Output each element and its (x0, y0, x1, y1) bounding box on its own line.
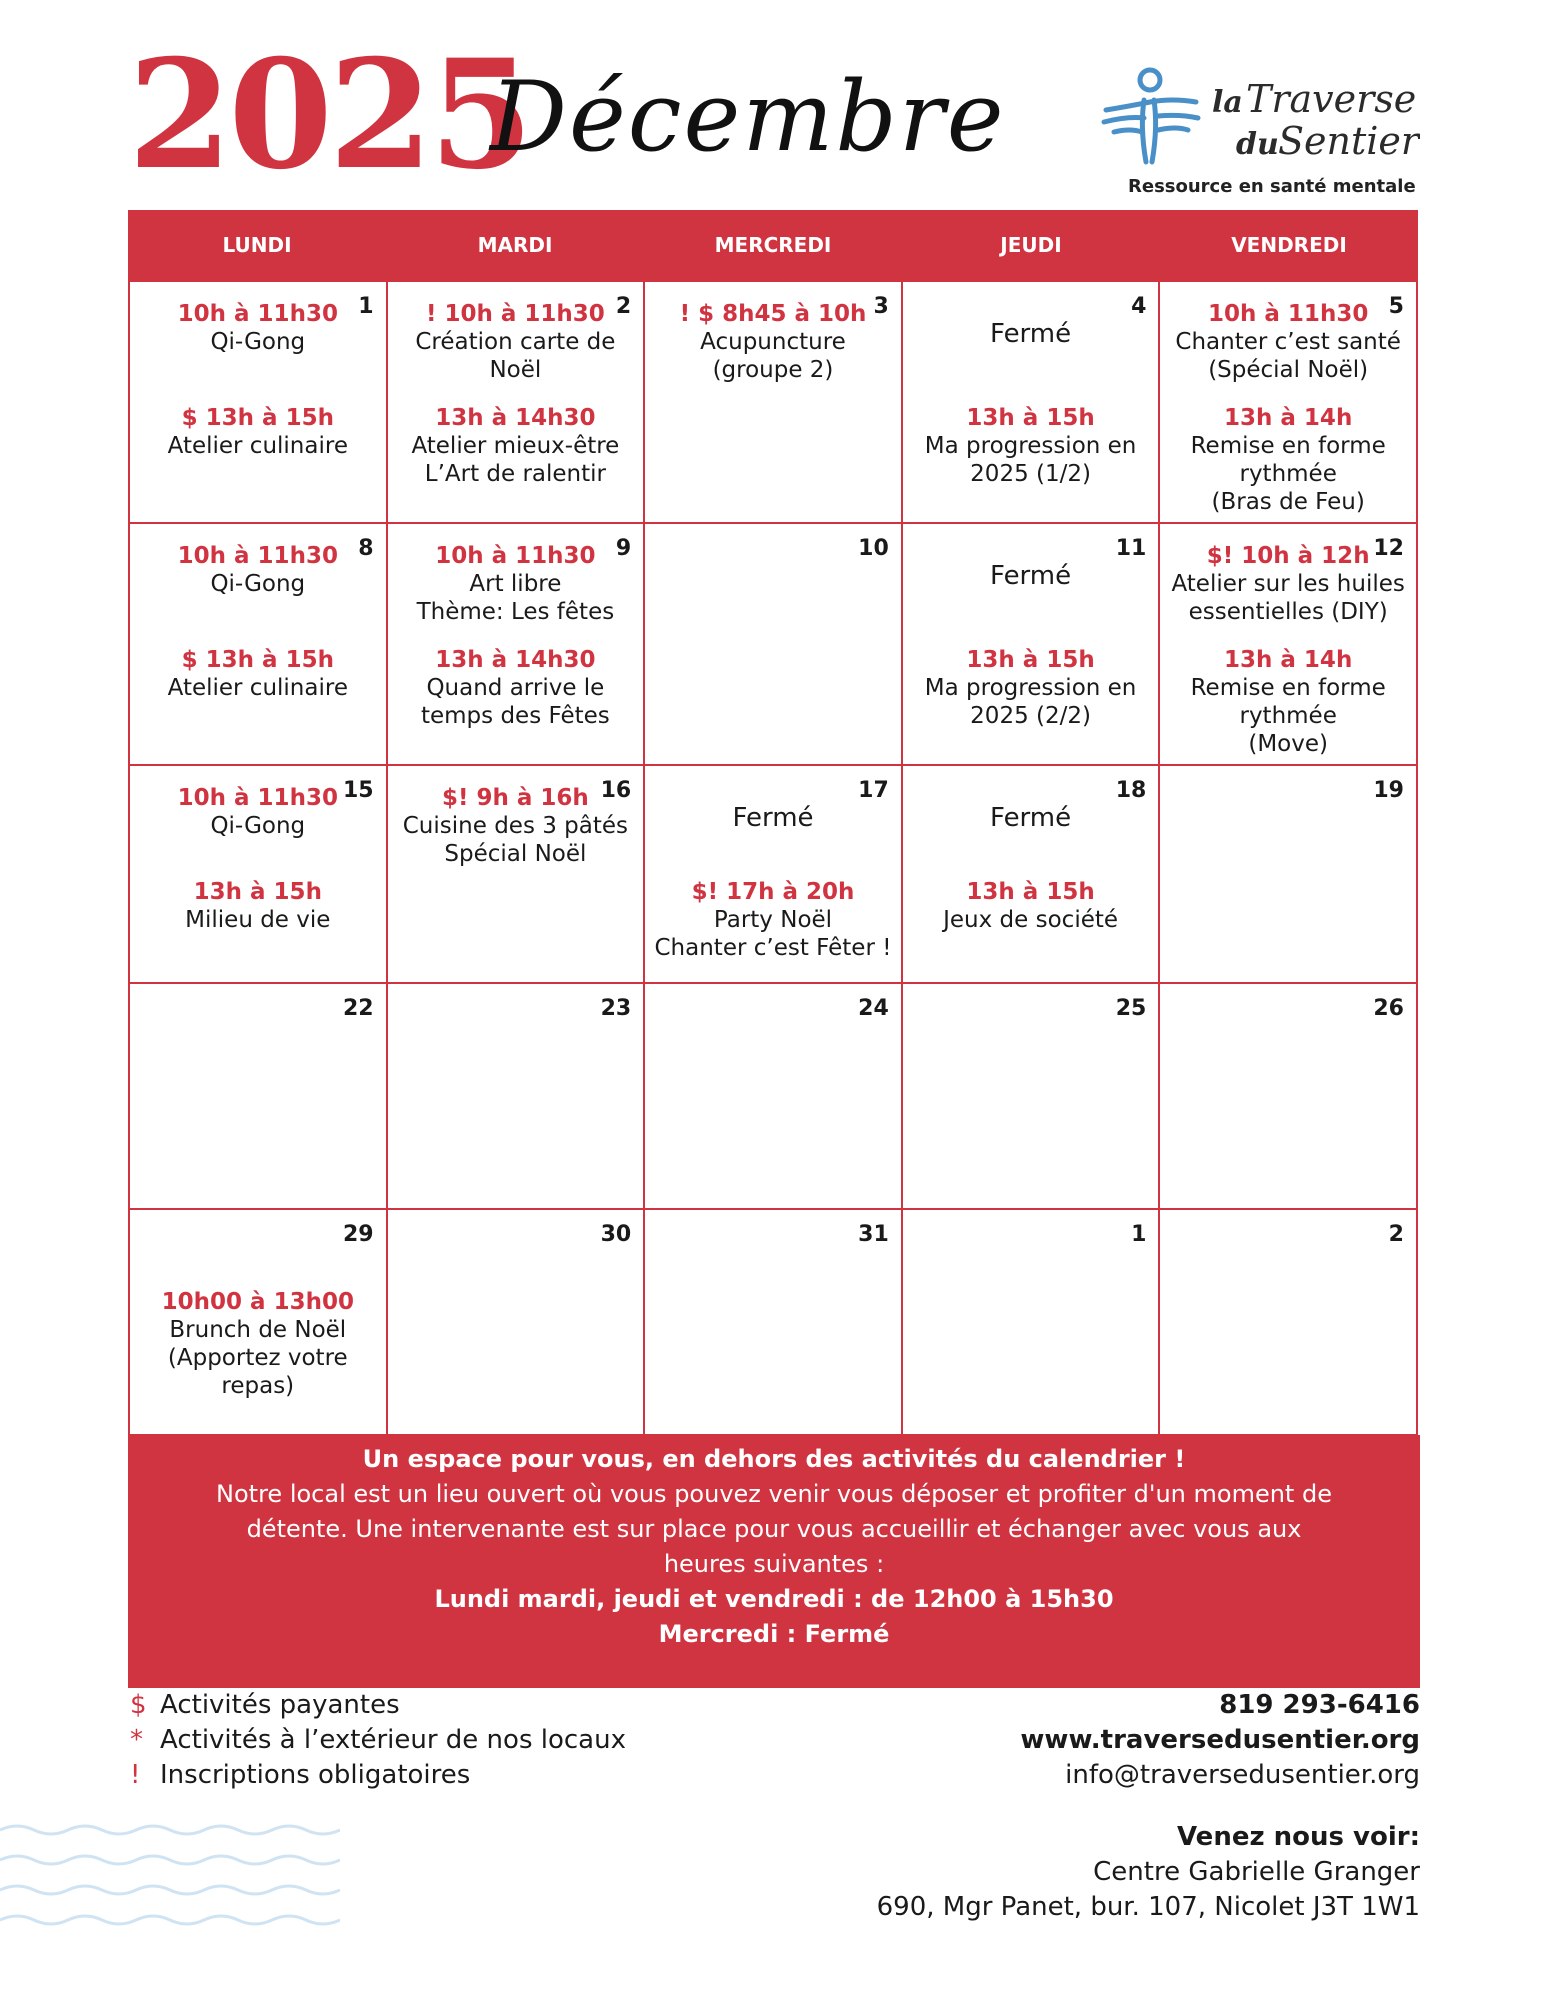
month-title: Décembre (490, 61, 1006, 173)
calendar-day-cell (645, 282, 903, 522)
notice-title: Un espace pour vous, en dehors des activités du calendrier ! (362, 1445, 1186, 1473)
calendar-day-cell (130, 984, 388, 1208)
day-number: 29 (342, 1222, 374, 1247)
calendar-grid (128, 280, 1418, 1436)
visit-info (877, 1820, 1420, 1925)
legend (130, 1688, 626, 1793)
event-title: Qi-Gong (210, 813, 306, 839)
visit-address: 690, Mgr Panet, bur. 107, Nicolet J3T 1W1 (876, 1892, 1420, 1922)
calendar-event (903, 646, 1159, 730)
logo-tagline: Ressource en santé mentale (1128, 176, 1416, 197)
calendar-event (388, 300, 644, 384)
event-time: 13h à 15h (966, 405, 1095, 431)
legend-symbol: ! (130, 1760, 141, 1790)
event-time: 13h à 15h (193, 879, 322, 905)
event-title: Ma progression en 2025 (2/2) (924, 675, 1137, 729)
weekday-label: MERCREDI (714, 233, 832, 257)
weekday-label: MARDI (477, 233, 553, 257)
day-number: 16 (600, 778, 632, 803)
day-number: 19 (1373, 778, 1404, 803)
calendar-day-cell (1160, 1210, 1418, 1434)
event-title: Atelier sur les huiles essentielles (DIY) (1171, 571, 1405, 625)
logo-text-du: du (1236, 127, 1279, 162)
logo-text-la: la (1212, 85, 1243, 120)
calendar-event (1160, 646, 1416, 758)
event-time: 13h à 15h (966, 647, 1095, 673)
day-number: 11 (1115, 536, 1147, 561)
day-number: 25 (1115, 996, 1147, 1021)
event-title: Ma progression en 2025 (1/2) (924, 433, 1137, 487)
website-link[interactable]: www.traversedusentier.org (1020, 1725, 1420, 1755)
event-time: 10h à 11h30 (177, 785, 338, 811)
event-time: 10h à 11h30 (1208, 301, 1369, 327)
calendar-event (388, 542, 644, 626)
calendar-day-cell (903, 984, 1161, 1208)
day-number: 1 (358, 294, 374, 319)
event-time: 13h à 14h30 (435, 647, 596, 673)
calendar-event (903, 804, 1159, 832)
calendar-event (130, 300, 386, 356)
event-title: Remise en forme rythmée (Bras de Feu) (1190, 433, 1386, 515)
calendar-day-cell (903, 524, 1161, 764)
legend-item (130, 1758, 626, 1793)
logo-text-sentier: Sentier (1278, 119, 1420, 163)
day-number: 2 (1388, 1222, 1404, 1247)
logo-text-traverse: Traverse (1246, 77, 1417, 121)
decorative-waves (0, 1820, 340, 1960)
weekday-label: JEUDI (1000, 233, 1062, 257)
day-number: 5 (1388, 294, 1404, 319)
calendar-day-cell (1160, 282, 1418, 522)
calendar-event (388, 784, 644, 868)
calendar-day-cell (645, 1210, 903, 1434)
calendar-event (903, 562, 1159, 590)
event-title: Cuisine des 3 pâtés Spécial Noël (402, 813, 629, 867)
event-title: Quand arrive le temps des Fêtes (420, 675, 610, 729)
calendar-event (903, 404, 1159, 488)
event-time: 13h à 14h (1224, 647, 1353, 673)
event-title: Qi-Gong (210, 571, 306, 597)
calendar-event (903, 878, 1159, 934)
day-number: 2 (615, 294, 632, 319)
calendar-day-cell (1160, 766, 1418, 982)
calendar-event (388, 404, 644, 488)
event-time: $ 13h à 15h (181, 647, 334, 673)
visit-title: Venez nous voir: (1176, 1822, 1420, 1852)
calendar-event (1160, 542, 1416, 626)
legend-item (130, 1723, 626, 1758)
legend-label: Inscriptions obligatoires (160, 1760, 471, 1790)
event-time: ! $ 8h45 à 10h (679, 301, 867, 327)
calendar-day-cell (130, 766, 388, 982)
calendar-day-cell (130, 282, 388, 522)
day-number: 31 (858, 1222, 889, 1247)
day-number: 24 (858, 996, 889, 1021)
calendar-day-cell (903, 766, 1161, 982)
day-number: 9 (615, 536, 632, 561)
calendar-event (1160, 404, 1416, 516)
calendar-event (1160, 300, 1416, 384)
calendar-week-row (130, 766, 1418, 984)
calendar-event (645, 300, 901, 384)
calendar-event (130, 1288, 386, 1400)
legend-label: Activités payantes (160, 1690, 400, 1720)
day-number: 15 (342, 778, 374, 803)
contact-info (1020, 1688, 1420, 1793)
notice-text: détente. Une intervenante est sur place pour vous accueillir et échanger avec vous aux (246, 1515, 1302, 1543)
event-title: Atelier culinaire (167, 675, 348, 701)
year-title: 2025 (128, 27, 530, 203)
calendar-event (130, 646, 386, 702)
calendar-day-cell (388, 766, 646, 982)
day-number: 1 (1131, 1222, 1147, 1247)
calendar-event (645, 878, 901, 962)
event-title: Party Noël Chanter c’est Fêter ! (654, 907, 892, 961)
event-title: Création carte de Noël (415, 329, 616, 383)
event-title: Jeux de société (943, 907, 1119, 933)
event-time: 13h à 15h (966, 879, 1095, 905)
calendar-day-cell (388, 984, 646, 1208)
day-number: 17 (858, 778, 889, 803)
visit-place: Centre Gabrielle Granger (1093, 1857, 1420, 1887)
legend-symbol: $ (130, 1690, 147, 1720)
calendar-weekday-header (128, 210, 1418, 280)
event-time: 13h à 14h30 (435, 405, 596, 431)
calendar (128, 210, 1418, 1436)
event-time: $! 17h à 20h (691, 879, 855, 905)
calendar-day-cell (645, 984, 903, 1208)
organization-logo (1100, 66, 1420, 176)
closed-label: Fermé (732, 803, 814, 833)
event-time: $! 9h à 16h (441, 785, 589, 811)
legend-item (130, 1688, 626, 1723)
calendar-day-cell (645, 766, 903, 982)
event-time: 10h à 11h30 (177, 543, 338, 569)
calendar-day-cell (388, 1210, 646, 1434)
calendar-event (903, 320, 1159, 348)
day-number: 23 (600, 996, 632, 1021)
event-title: Remise en forme rythmée (Move) (1190, 675, 1386, 757)
day-number: 26 (1373, 996, 1404, 1021)
notice-hours: Lundi mardi, jeudi et vendredi : de 12h00 à 15h30 (434, 1585, 1114, 1613)
calendar-event (130, 878, 386, 934)
event-title: Art libre Thème: Les fêtes (416, 571, 615, 625)
event-time: 10h à 11h30 (435, 543, 596, 569)
notice-hours: Mercredi : Fermé (658, 1620, 890, 1648)
day-number: 10 (858, 536, 889, 561)
calendar-day-cell (388, 524, 646, 764)
closed-label: Fermé (990, 803, 1072, 833)
event-title: Brunch de Noël (Apportez votre repas) (167, 1317, 348, 1399)
phone-number[interactable]: 819 293-6416 (1219, 1690, 1420, 1720)
day-number: 3 (873, 294, 889, 319)
calendar-day-cell (388, 282, 646, 522)
calendar-event (645, 804, 901, 832)
calendar-event (130, 542, 386, 598)
event-time: ! 10h à 11h30 (425, 301, 605, 327)
calendar-day-cell (1160, 524, 1418, 764)
day-number: 8 (358, 536, 374, 561)
calendar-day-cell (130, 524, 388, 764)
event-title: Milieu de vie (185, 907, 331, 933)
calendar-day-cell (645, 524, 903, 764)
calendar-day-cell (903, 282, 1161, 522)
event-title: Chanter c’est santé (Spécial Noël) (1175, 329, 1401, 383)
legend-label: Activités à l’extérieur de nos locaux (160, 1725, 626, 1755)
day-number: 18 (1115, 778, 1147, 803)
closed-label: Fermé (990, 561, 1072, 591)
email-link[interactable]: info@traversedusentier.org (1065, 1760, 1420, 1790)
day-number: 30 (600, 1222, 632, 1247)
calendar-day-cell (1160, 984, 1418, 1208)
event-title: Atelier culinaire (167, 433, 348, 459)
event-time: 13h à 14h (1224, 405, 1353, 431)
closed-label: Fermé (990, 319, 1072, 349)
calendar-week-row (130, 984, 1418, 1210)
day-number: 4 (1131, 294, 1147, 319)
calendar-week-row (130, 282, 1418, 524)
event-title: Atelier mieux-être L’Art de ralentir (411, 433, 620, 487)
open-space-notice (128, 1435, 1420, 1688)
event-time: 10h à 11h30 (177, 301, 338, 327)
calendar-week-row (130, 1210, 1418, 1436)
weekday-label: LUNDI (222, 233, 292, 257)
calendar-event (130, 784, 386, 840)
calendar-event (130, 404, 386, 460)
notice-text: Notre local est un lieu ouvert où vous pouvez venir vous déposer et profiter d'un moment de (216, 1480, 1332, 1508)
event-time: 10h00 à 13h00 (161, 1289, 354, 1315)
day-number: 22 (342, 996, 374, 1021)
calendar-day-cell (903, 1210, 1161, 1434)
legend-symbol: * (130, 1725, 143, 1755)
notice-text: heures suivantes : (663, 1550, 885, 1578)
calendar-week-row (130, 524, 1418, 766)
weekday-label: VENDREDI (1231, 233, 1347, 257)
event-title: Qi-Gong (210, 329, 306, 355)
calendar-event (388, 646, 644, 730)
event-title: Acupuncture (groupe 2) (700, 329, 846, 383)
event-time: $ 13h à 15h (181, 405, 334, 431)
calendar-day-cell (130, 1210, 388, 1434)
event-time: $! 10h à 12h (1206, 543, 1370, 569)
day-number: 12 (1373, 536, 1404, 561)
